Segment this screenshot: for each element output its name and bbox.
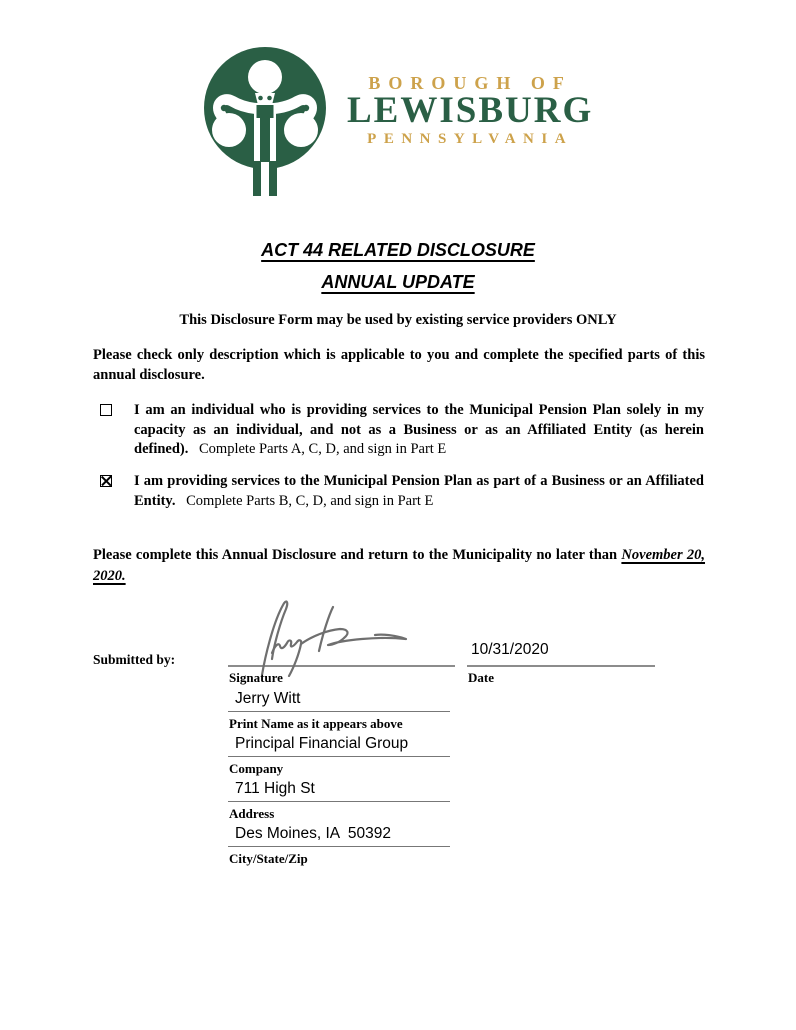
deadline-text: Please complete this Annual Disclosure and return to the Municipality no later than — [93, 547, 622, 563]
company-value: Principal Financial Group — [235, 735, 409, 752]
submitted-by-label: Submitted by: — [93, 652, 176, 667]
logo-wordmark — [347, 46, 593, 147]
signature-field[interactable] — [228, 598, 455, 667]
date-field[interactable] — [467, 641, 655, 667]
subtitle: This Disclosure Form may be used by existing service providers ONLY — [179, 312, 617, 328]
option-individual-description: I am an individual who is providing services to the Municipal Pension Plan solely in my capacity as an individual, and not as a Business or as an Affiliated Entity (as herein defined). — [134, 402, 704, 457]
checkbox-business-icon[interactable] — [100, 475, 112, 487]
company-label: Company — [229, 761, 284, 776]
date-value: 10/31/2020 — [471, 641, 549, 658]
option-business-instruction: Complete Parts B, C, D, and sign in Part E — [186, 492, 434, 509]
option-individual — [100, 401, 704, 460]
signature-scribble — [232, 597, 432, 677]
city-state-zip-value: Des Moines, IA 50392 — [235, 825, 391, 842]
date-label: Date — [468, 670, 494, 685]
print-name-label: Print Name as it appears above — [229, 716, 403, 731]
address-value: 711 High St — [235, 780, 315, 797]
print-name-value: Jerry Witt — [235, 690, 301, 707]
checkbox-individual-icon[interactable] — [100, 404, 112, 416]
print-name-field[interactable] — [228, 690, 450, 712]
logo-lewisburg: LEWISBURG — [347, 90, 594, 131]
option-individual-instruction: Complete Parts A, C, D, and sign in Part E — [199, 441, 447, 457]
document-title — [0, 240, 796, 304]
address-field[interactable] — [228, 780, 450, 802]
option-individual-text — [134, 401, 704, 460]
deadline-paragraph — [93, 545, 705, 587]
company-field[interactable] — [228, 735, 450, 757]
city-state-zip-field[interactable] — [228, 825, 450, 847]
intro-paragraph: Please check only description which is applicable to you and complete the specified parts of this annual disclosure. — [93, 347, 705, 383]
title-line-1: ACT 44 RELATED DISCLOSURE — [261, 240, 535, 260]
title-line-2: ANNUAL UPDATE — [321, 272, 475, 292]
city-state-zip-label: City/State/Zip — [229, 851, 308, 866]
logo-pennsylvania: PENNSYLVANIA — [367, 131, 574, 147]
signature-label: Signature — [229, 670, 283, 685]
lamppost-emblem-icon — [199, 46, 331, 198]
option-business-text — [134, 472, 704, 511]
logo-borough-of: BOROUGH OF — [368, 73, 572, 93]
address-label: Address — [229, 806, 275, 821]
borough-logo — [199, 46, 593, 198]
option-business-description: I am providing services to the Municipal Pension Plan as part of a Business or an Affiliated Entity. — [134, 473, 704, 509]
deadline-date: November 20, 2020. — [93, 547, 706, 584]
option-business — [100, 472, 704, 511]
